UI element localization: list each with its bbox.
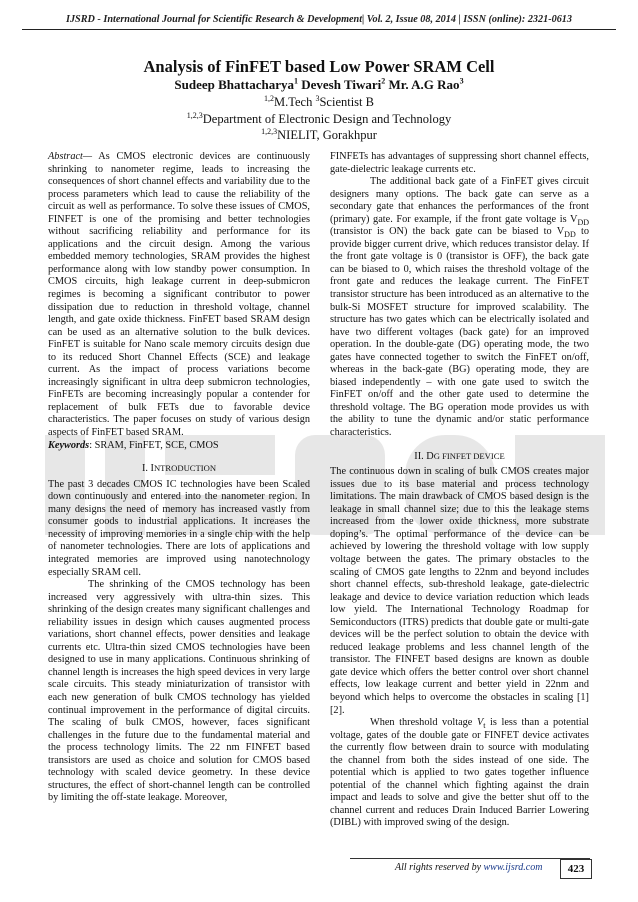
aff-sup: 3 — [315, 93, 320, 103]
aff-role-1: M.Tech — [273, 95, 316, 109]
aff-inst: NIELIT, Gorakhpur — [277, 128, 377, 142]
right-paragraph-1: FINFETs has advantages of suppressing short channel effects, gate-dielectric leakage currents etc. — [330, 151, 589, 175]
footer-text — [395, 862, 542, 873]
section-heading-introduction — [48, 462, 310, 476]
footer-rule — [350, 858, 590, 859]
aff-sup: 1,2,3 — [261, 126, 278, 136]
right-paragraph-2 — [330, 176, 589, 439]
right-column — [330, 151, 589, 830]
affiliation-institute — [0, 128, 638, 143]
left-column — [48, 151, 310, 805]
author-line — [0, 77, 638, 93]
abstract — [48, 151, 310, 440]
section-number: I. — [141, 463, 151, 475]
author-2: Devesh Tiwari — [301, 77, 382, 92]
text-run: (transistor is ON) the back gate can be biased to V — [330, 226, 565, 238]
text-run: When threshold voltage — [370, 717, 477, 729]
journal-header: IJSRD - International Journal for Scientific Research & Development| Vol. 2, Issue 08, 2014 | ISSN (online): 2321-0613 — [66, 14, 572, 25]
abstract-label: Abstract— — [48, 151, 93, 162]
author-3: Mr. A.G Rao — [388, 77, 460, 92]
keywords-label: Keywords — [48, 439, 90, 451]
right-paragraph-3: The continuous down in scaling of bulk CMOS creates major issues due to its base material and process technology limitations. The main drawback of CMOS based design is the leakage in small channel size; due to this the leakage stems increased from the lower oxide thickness, more substrate doping’s. The optimal performance of the device can be achieved by lowering the threshold voltage with low supply voltage between the gates. The primary obstacles to the scaling of CMOS gate lengths to 22nm and beyond includes short channel effects, sub-threshold leakage, gate-dielectric leakage and device to device variation reduction which leads low yield. The International Technology Roadmap for Semiconductors (ITRS) predicts that double gate or multi-gate devices will be the perfect solution to obtain the device with reduced leakage problems and less channel length of the transistor. The FINFET based designs are known as double gate device which offers the better control over short channel effects, low leakage current and better yield in 22nm and beyond which helps to overcome the obstacles in scaling [1][2]. — [330, 466, 589, 716]
intro-paragraph-1: The past 3 decades CMOS IC technologies have been Scaled down continuously and entered into the nanometer region. In many designs the need of memory has increased vastly from consumer goods to industrial applications. It increases the necessity of improving memories in a single chip with the help of nanometer technologies. There are lots of applications and integrated memories are improved using nanotechnology especially SRAM cell. — [48, 478, 310, 578]
author-1-sup: 1 — [293, 76, 298, 86]
page-number: 423 — [560, 859, 592, 879]
author-1: Sudeep Bhattacharya — [174, 77, 294, 92]
aff-sup: 1,2 — [263, 93, 274, 103]
section-number: II. — [414, 450, 427, 462]
text-run: to provide bigger current drive, which reduces transistor delay. If the front gate voltage is 0 (transistor is OFF), the back gate can be biased to 0, which raises the threshold voltage of the front gate and reduces the leakage current. The FinFET transistor structure has been introduced as an alternative to the bulk-Si MOSFET structure for improved scalability. The structure has two gates which can be electrically isolated and have two different voltages (back gate) for an improved operation. In the double-gate (DG) operating mode, the two gates have connected together to switch the FinFET on/off, whereas in the back-gate (BG) operating mode, they are biased independently – with one gate used to switch the FinFET on/off and the other gate used to determine the threshold voltage. The BG operation mode provides us with the ability to tune the dynamic and/or static performance characteristics. — [330, 226, 589, 439]
aff-dept: Department of Electronic Design and Technology — [202, 112, 452, 126]
affiliation-department — [0, 112, 638, 127]
footer-label: All rights reserved by — [395, 862, 484, 873]
abstract-text: As CMOS electronic devices are continuously shrinking to nanometer regime, leads to increasing the consequences of short channel effects and variability due to the process parameters which lead to cause the reliability of the circuit as well as performance. To solve these issues of CMOS, FINFET is one of the promising and better technologies without sacrificing reliability and performance for its applications and the circuit design. Among the various embedded memory technologies, SRAM provides the highest performance along with low standby power consumption. In CMOS circuits, high leakage current in deep-submicron regimes is becoming a significant contributor to power dissipation due to reduction in threshold voltage, channel length, and gate oxide thickness. FinFET based SRAM design can be used as an alternative solution to the bulk devices. FinFET is suitable for Nano scale memory circuits design due to its reduced Short Channel Effects (SCE) and leakage current. As the impact of process variations become increasingly significant in ultra deep submicron technologies, FinFETs are becoming increasingly popular a contender for replacement of bulk FETs due to favorable device characteristics. The paper focuses on study of various design aspects of FinFET based SRAM. — [48, 151, 310, 439]
aff-role-2: Scientist B — [319, 95, 374, 109]
keywords-text: : SRAM, FinFET, SCE, CMOS — [89, 439, 219, 451]
right-paragraph-4 — [330, 717, 589, 830]
section-initial: I — [150, 463, 154, 475]
affiliation-roles — [0, 95, 638, 110]
paper-title: Analysis of FinFET based Low Power SRAM Cell — [143, 57, 495, 76]
subscript: t — [483, 721, 486, 731]
intro-paragraph-2: The shrinking of the CMOS technology has been increased very aggressively with ultra-thin sizes. This shrinking of the design creates many significant challenges and reliability issues in design which causes augmented process variations, short channel effects, power densities and leakage currents etc. Ultra-thin sized CMOS technologies have been designed to use in many applications. Continuous shrinking of channel length is increases the high speed devices in very large scale circuits. This steady miniaturization of transistor with each new generation of bulk CMOS technology has yielded continual improvement in the performance of digital circuits. The scaling of bulk CMOS, however, faces significant challenges in the future due to the fundamental material and the process technology limits. The 22 nm FINFET based transistors are used as choice and solution for CMOS based technology with scaled device geometry. In these device structures, the effect of short-channel length can be controlled by limiting the off-state leakage. Moreover, — [48, 579, 310, 804]
section-initial: D — [426, 450, 434, 462]
keywords — [48, 440, 310, 453]
subscript: DD — [577, 217, 589, 227]
section-heading-dg-finfet — [330, 450, 589, 464]
math-symbol: V — [476, 717, 484, 729]
section-title-rest: G FINFET DEVICE — [433, 450, 505, 461]
author-3-sup: 3 — [459, 76, 464, 86]
author-2-sup: 2 — [381, 76, 386, 86]
text-run: The additional back gate of a FinFET gives circuit designers many options. The back gate can serve as a secondary gate that enhances the performances of the front (primary) gate. For example, if the front gate voltage is V — [330, 176, 589, 225]
text-run: is less than a potential voltage, gates of the double gate or FINFET device activates the currently flow between drain to source with modulating the channel from both the sides instead of one side. The potential which is applied to two gates together influence potential of the channel which fighting against the drain impact and leads to solve and give the better shut off to the channel current and reduces Drain Induced Barrier Lowering (DIBL) with improved swing of the design. — [330, 717, 589, 829]
subscript: DD — [564, 230, 576, 240]
section-title-rest: NTRODUCTION — [153, 463, 217, 474]
footer-link[interactable]: www.ijsrd.com — [483, 862, 543, 873]
aff-sup: 1,2,3 — [186, 110, 203, 120]
header-rule — [22, 29, 616, 30]
